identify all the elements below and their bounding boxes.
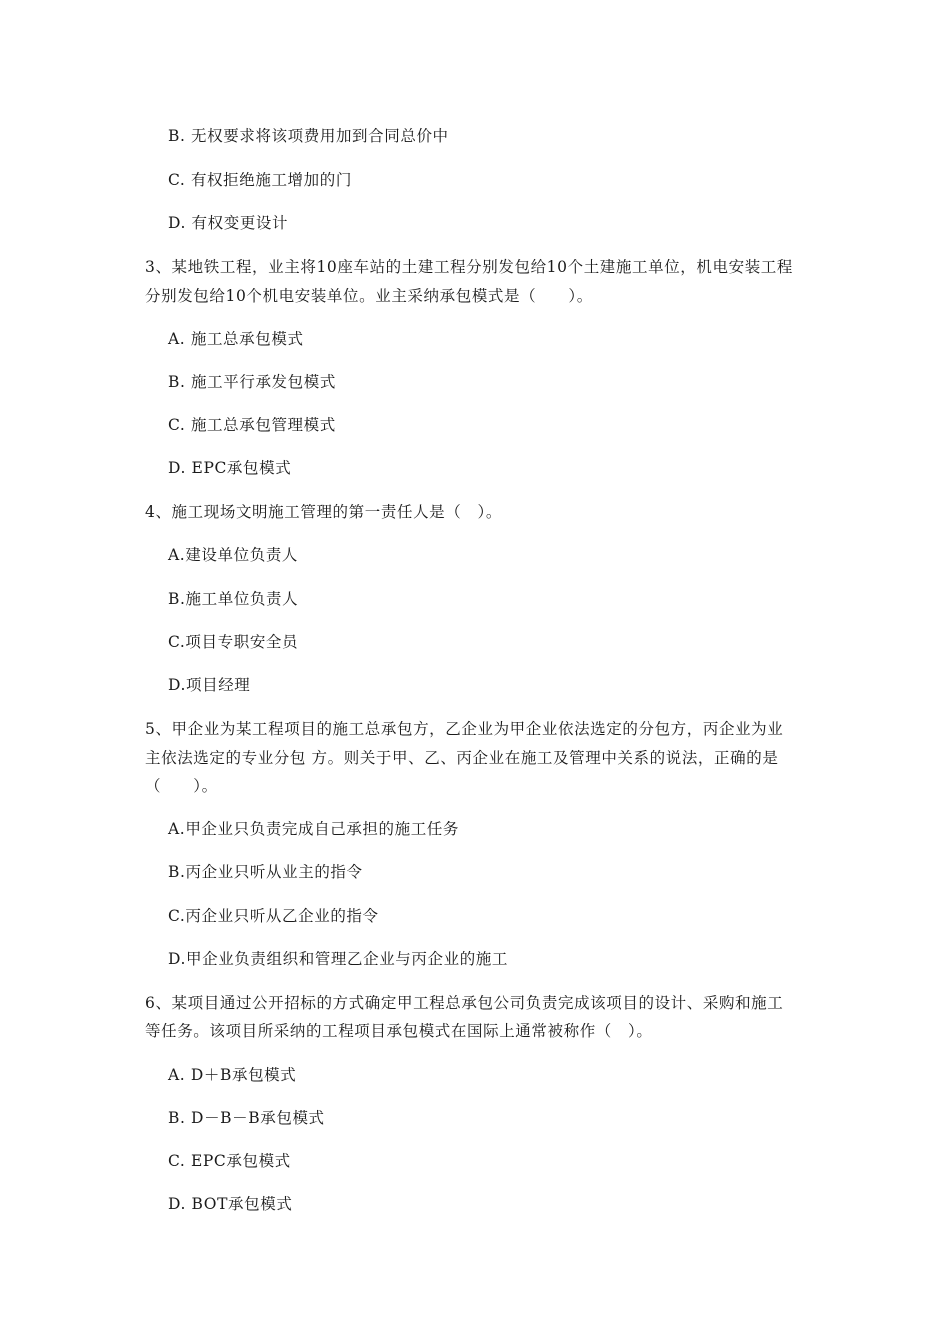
question-3-line-1: 3、某地铁工程，业主将10座车站的土建工程分别发包给10个土建施工单位，机电安装工程 [145, 258, 794, 276]
option-c-prev: C. 有权拒绝施工增加的门 [168, 171, 352, 189]
question-4-option-d: D.项目经理 [168, 676, 251, 694]
option-b-prev: B. 无权要求将该项费用加到合同总价中 [168, 127, 449, 145]
question-6-option-a: A. D＋B承包模式 [168, 1066, 297, 1084]
question-6-line-2: 等任务。该项目所采纳的工程项目承包模式在国际上通常被称作（ ）。 [145, 1022, 653, 1040]
question-3-option-b: B. 施工平行承发包模式 [168, 373, 336, 391]
question-5-line-2: 主依法选定的专业分包 方。则关于甲、乙、丙企业在施工及管理中关系的说法，正确的是 [145, 749, 779, 767]
question-3-option-c: C. 施工总承包管理模式 [168, 416, 336, 434]
question-6-option-c: C. EPC承包模式 [168, 1152, 291, 1170]
question-5-line-3: （ ）。 [145, 777, 218, 795]
question-3-option-a: A. 施工总承包模式 [168, 330, 304, 348]
option-d-prev: D. 有权变更设计 [168, 214, 289, 232]
question-6-line-1: 6、某项目通过公开招标的方式确定甲工程总承包公司负责完成该项目的设计、采购和施工 [145, 994, 784, 1012]
question-5-option-c: C.丙企业只听从乙企业的指令 [168, 907, 379, 925]
question-5-option-a: A.甲企业只负责完成自己承担的施工任务 [168, 820, 460, 838]
question-3-option-d: D. EPC承包模式 [168, 459, 292, 477]
question-5-option-d: D.甲企业负责组织和管理乙企业与丙企业的施工 [168, 950, 509, 968]
question-5-option-b: B.丙企业只听从业主的指令 [168, 863, 363, 881]
question-4-option-c: C.项目专职安全员 [168, 633, 299, 651]
question-4-option-a: A.建设单位负责人 [168, 546, 299, 564]
question-3-line-2: 分别发包给10个机电安装单位。业主采纳承包模式是（ ）。 [145, 287, 593, 305]
question-4-option-b: B.施工单位负责人 [168, 590, 299, 608]
question-6-option-d: D. BOT承包模式 [168, 1195, 293, 1213]
question-5-line-1: 5、甲企业为某工程项目的施工总承包方，乙企业为甲企业依法选定的分包方，丙企业为业 [145, 720, 784, 738]
question-6-option-b: B. D－B－B承包模式 [168, 1109, 325, 1127]
question-4-line-1: 4、施工现场文明施工管理的第一责任人是（ ）。 [145, 503, 502, 521]
